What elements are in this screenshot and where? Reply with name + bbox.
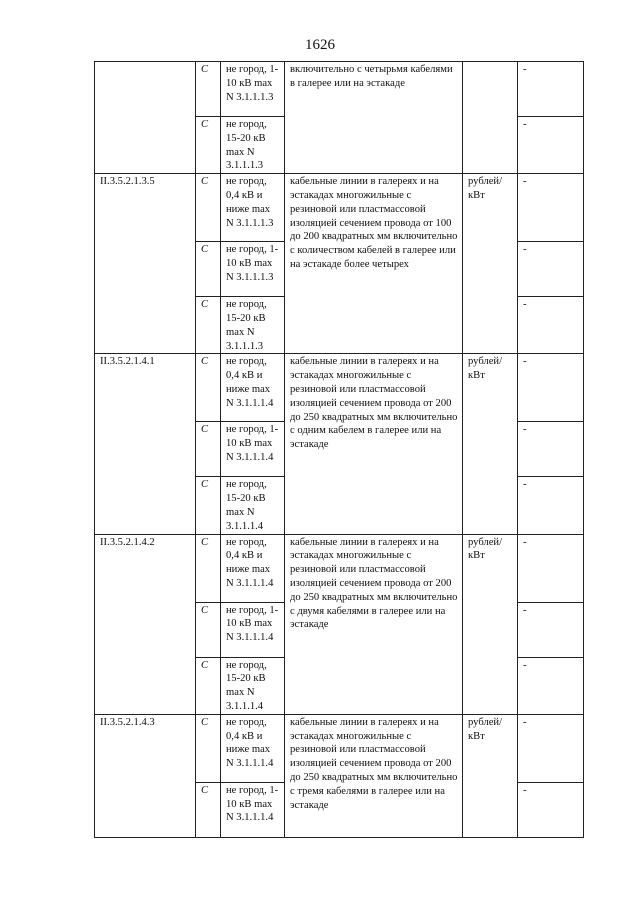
rate-value: - xyxy=(518,242,584,297)
rate-value: - xyxy=(518,657,584,714)
rate-symbol: С xyxy=(196,297,221,354)
table-row xyxy=(95,534,584,602)
tariff-table xyxy=(94,61,584,838)
rate-value: - xyxy=(518,422,584,477)
rate-symbol: С xyxy=(196,602,221,657)
rate-value: - xyxy=(518,62,584,117)
rate-symbol: С xyxy=(196,62,221,117)
table-row xyxy=(95,354,584,422)
rate-value: - xyxy=(518,477,584,534)
rate-value: - xyxy=(518,297,584,354)
rate-condition: не город, 1-10 кВ max N 3.1.1.1.3 xyxy=(221,62,285,117)
item-unit xyxy=(463,62,518,174)
item-description: кабельные линии в галереях и на эстакадах многожильные с резиновой или пластмассовой изоляцией сечением провода от 200 до 250 квадратных мм включительно с одним кабелем в галерее или на эстакаде xyxy=(285,354,463,534)
item-code: II.3.5.2.1.4.3 xyxy=(95,714,196,837)
rate-symbol: С xyxy=(196,422,221,477)
rate-symbol: С xyxy=(196,174,221,242)
item-code: II.3.5.2.1.4.1 xyxy=(95,354,196,534)
rate-value: - xyxy=(518,602,584,657)
rate-condition: не город, 0,4 кВ и ниже max N 3.1.1.1.4 xyxy=(221,354,285,422)
item-unit: рублей/ кВт xyxy=(463,174,518,354)
rate-symbol: С xyxy=(196,714,221,782)
item-unit: рублей/ кВт xyxy=(463,534,518,714)
rate-condition: не город, 1-10 кВ max N 3.1.1.1.4 xyxy=(221,782,285,837)
item-unit: рублей/ кВт xyxy=(463,714,518,837)
rate-symbol: С xyxy=(196,782,221,837)
rate-condition: не город, 0,4 кВ и ниже max N 3.1.1.1.3 xyxy=(221,174,285,242)
item-description: кабельные линии в галереях и на эстакадах многожильные с резиновой или пластмассовой изоляцией сечением провода от 200 до 250 квадратных мм включительно с двумя кабелями в галерее или на эстакаде xyxy=(285,534,463,714)
table-row xyxy=(95,714,584,782)
rate-symbol: С xyxy=(196,477,221,534)
item-unit: рублей/ кВт xyxy=(463,354,518,534)
rate-value: - xyxy=(518,174,584,242)
item-description: включительно с четырьмя кабелями в галерее или на эстакаде xyxy=(285,62,463,174)
rate-symbol: С xyxy=(196,117,221,174)
rate-condition: не город, 0,4 кВ и ниже max N 3.1.1.1.4 xyxy=(221,714,285,782)
rate-symbol: С xyxy=(196,242,221,297)
rate-value: - xyxy=(518,782,584,837)
rate-condition: не город, 1-10 кВ max N 3.1.1.1.4 xyxy=(221,422,285,477)
item-code xyxy=(95,62,196,174)
rate-condition: не город, 15-20 кВ max N 3.1.1.1.3 xyxy=(221,117,285,174)
table-row xyxy=(95,174,584,242)
rate-value: - xyxy=(518,117,584,174)
rate-value: - xyxy=(518,354,584,422)
rate-value: - xyxy=(518,534,584,602)
rate-condition: не город, 1-10 кВ max N 3.1.1.1.4 xyxy=(221,602,285,657)
rate-condition: не город, 15-20 кВ max N 3.1.1.1.4 xyxy=(221,477,285,534)
rate-symbol: С xyxy=(196,354,221,422)
item-code: II.3.5.2.1.4.2 xyxy=(95,534,196,714)
rate-condition: не город, 15-20 кВ max N 3.1.1.1.3 xyxy=(221,297,285,354)
rate-value: - xyxy=(518,714,584,782)
rate-symbol: С xyxy=(196,657,221,714)
table-row xyxy=(95,62,584,117)
item-description: кабельные линии в галереях и на эстакадах многожильные с резиновой или пластмассовой изоляцией сечением провода от 100 до 200 квадратных мм включительно с количеством кабелей в галерее или на эстакаде более четырех xyxy=(285,174,463,354)
rate-condition: не город, 15-20 кВ max N 3.1.1.1.4 xyxy=(221,657,285,714)
item-code: II.3.5.2.1.3.5 xyxy=(95,174,196,354)
page-number: 1626 xyxy=(305,37,335,53)
rate-condition: не город, 0,4 кВ и ниже max N 3.1.1.1.4 xyxy=(221,534,285,602)
rate-symbol: С xyxy=(196,534,221,602)
item-description: кабельные линии в галереях и на эстакадах многожильные с резиновой или пластмассовой изоляцией сечением провода от 200 до 250 квадратных мм включительно с тремя кабелями в галерее или на эстакаде xyxy=(285,714,463,837)
rate-condition: не город, 1-10 кВ max N 3.1.1.1.3 xyxy=(221,242,285,297)
